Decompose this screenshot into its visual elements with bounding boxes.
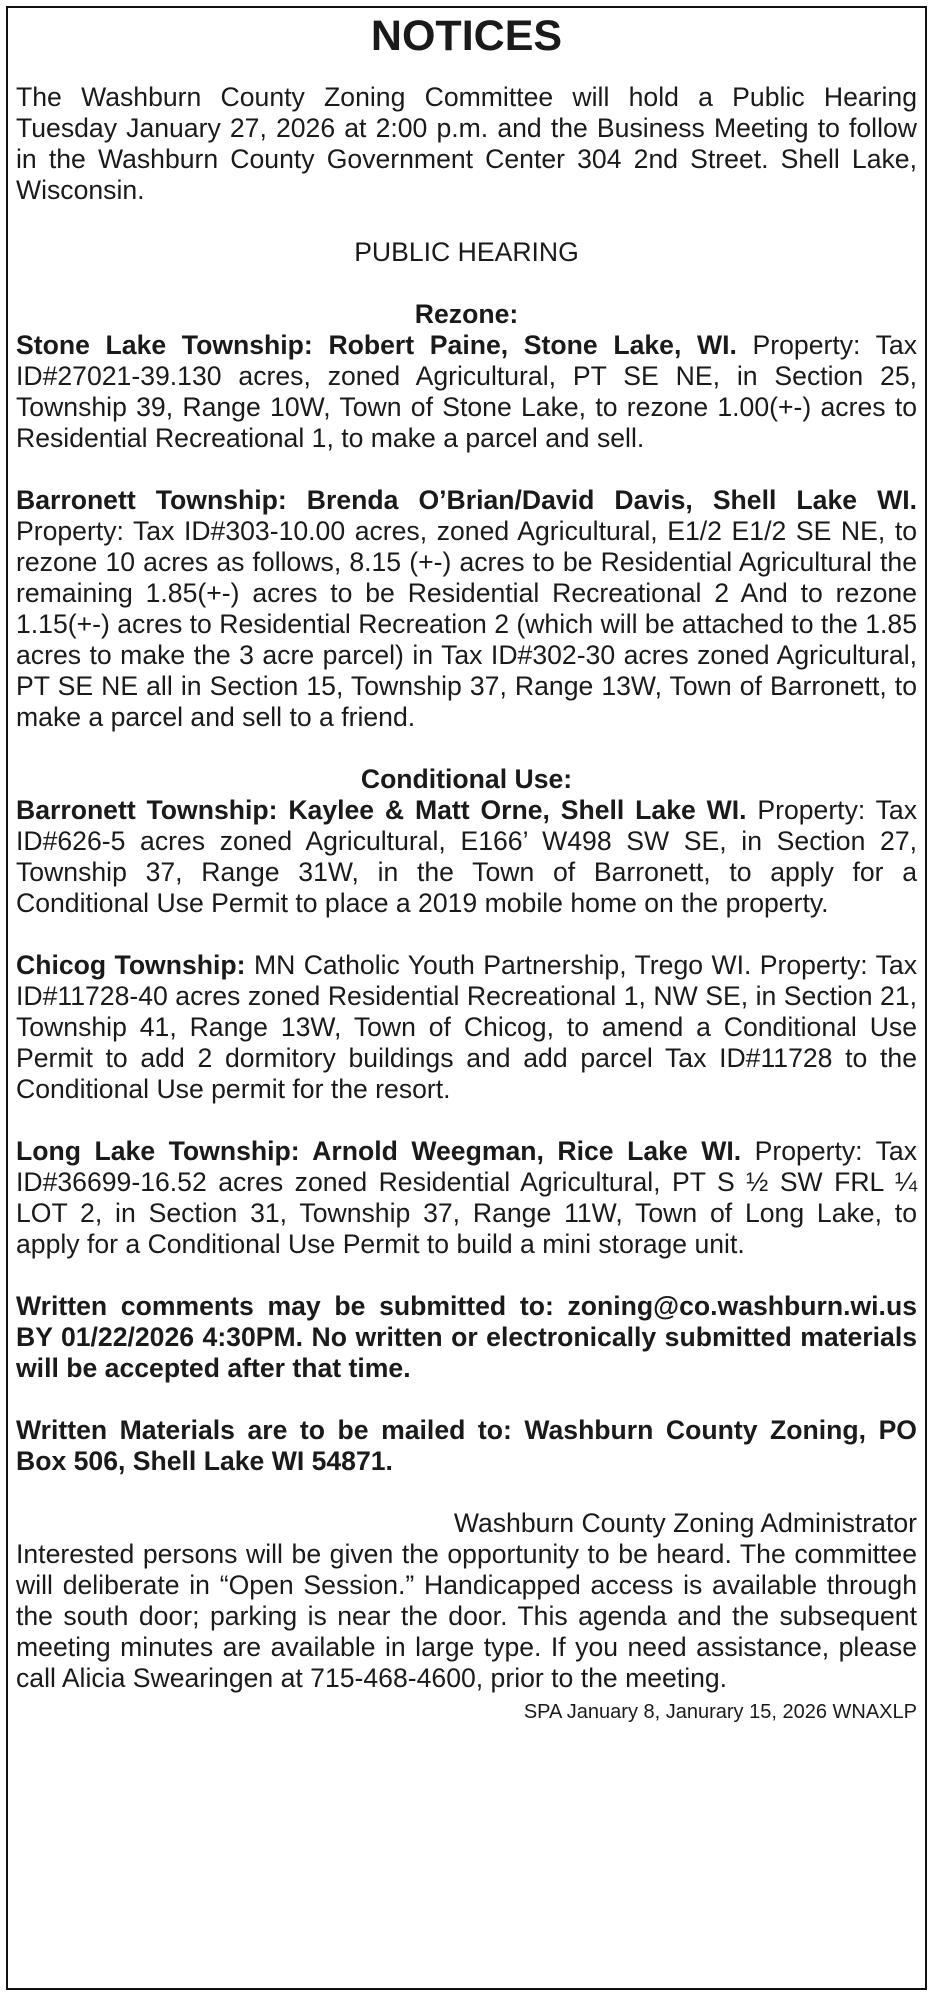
legal-notice bbox=[6, 6, 927, 1990]
publication-footer: SPA January 8, Janurary 15, 2026 WNAXLP bbox=[523, 1701, 917, 1723]
rezone-item-lead: Barronett Township: Brenda O’Brian/David Davis, Shell Lake WI. bbox=[16, 485, 917, 515]
conditional-use-heading: Conditional Use: bbox=[360, 764, 573, 794]
conditional-item-long-lake bbox=[16, 1136, 917, 1260]
public-hearing-heading: PUBLIC HEARING bbox=[354, 237, 579, 267]
conditional-item-lead: Long Lake Township: Arnold Weegman, Rice Lake WI. bbox=[16, 1136, 742, 1166]
rezone-item-barronett bbox=[16, 485, 917, 733]
rezone-item-body: Property: Tax ID#27021-39.130 acres, zoned Agricultural, PT SE NE, in Section 25, Township 39, Range 10W, Town of Stone Lake, to rezone 1.00(+-) acres to Residential Recreational 1, to make a parcel and sell. bbox=[16, 330, 917, 453]
conditional-item-lead: Barronett Township: Kaylee & Matt Orne, Shell Lake WI. bbox=[16, 795, 747, 825]
conditional-item-lead: Chicog Township: bbox=[16, 950, 246, 980]
rezone-item-stone-lake bbox=[16, 330, 917, 454]
written-materials-notice: Written Materials are to be mailed to: Washburn County Zoning, PO Box 506, Shell Lake WI 54871. bbox=[16, 1415, 917, 1476]
conditional-item-chicog bbox=[16, 950, 917, 1105]
rezone-item-lead: Stone Lake Township: Robert Paine, Stone Lake, WI. bbox=[16, 330, 737, 360]
rezone-item-body: Property: Tax ID#303-10.00 acres, zoned Agricultural, E1/2 E1/2 SE NE, to rezone 10 acres as follows, 8.15 (+-) acres to be Residential Agricultural the remaining 1.85(+-) acres to be Residential Recreational 2 And to rezone 1.15(+-) acres to Residential Recreation 2 (which will be attached to the 1.85 acres to make the 3 acre parcel) in Tax ID#302-30 acres zoned Agricultural, PT SE NE all in Section 15, Township 37, Range 13W, Town of Barronett, to make a parcel and sell to a friend. bbox=[16, 516, 917, 732]
written-comments-notice: Written comments may be submitted to: zoning@co.washburn.wi.us BY 01/22/2026 4:30PM. No written or electronically submitted materials will be accepted after that time. bbox=[16, 1291, 917, 1383]
conditional-item-body: Property: Tax ID#626-5 acres zoned Agricultural, E166’ W498 SW SE, in Section 27, Township 37, Range 31W, in the Town of Barronett, to apply for a Conditional Use Permit to place a 2019 mobile home on the property. bbox=[16, 795, 917, 918]
intro-paragraph: The Washburn County Zoning Committee will hold a Public Hearing Tuesday January 27, 2026 at 2:00 p.m. and the Business Meeting to follow in the Washburn County Government Center 304 2nd Street. Shell Lake, Wisconsin. bbox=[16, 82, 917, 205]
conditional-item-body: Property: Tax ID#36699-16.52 acres zoned Residential Agricultural, PT S ½ SW FRL ¼ LOT 2, in Section 31, Township 37, Range 11W, Town of Long Lake, to apply for a Conditional Use Permit to build a mini storage unit. bbox=[16, 1136, 917, 1259]
conditional-item-barronett bbox=[16, 795, 917, 919]
notice-title: NOTICES bbox=[370, 12, 563, 60]
signature-line: Washburn County Zoning Administrator bbox=[453, 1508, 917, 1538]
conditional-item-body: MN Catholic Youth Partnership, Trego WI. Property: Tax ID#11728-40 acres zoned Residential Recreational 1, NW SE, in Section 21, Township 41, Range 13W, Town of Chicog, to amend a Conditional Use Permit to add 2 dormitory buildings and add parcel Tax ID#11728 to the Conditional Use permit for the resort. bbox=[16, 950, 917, 1104]
closing-paragraph: Interested persons will be given the opportunity to be heard. The committee will deliberate in “Open Session.” Handicapped access is available through the south door; parking is near the door. This agenda and the subsequent meeting minutes are available in large type. If you need assistance, please call Alicia Swearingen at 715-468-4600, prior to the meeting. bbox=[16, 1539, 917, 1693]
rezone-heading: Rezone: bbox=[414, 299, 519, 329]
